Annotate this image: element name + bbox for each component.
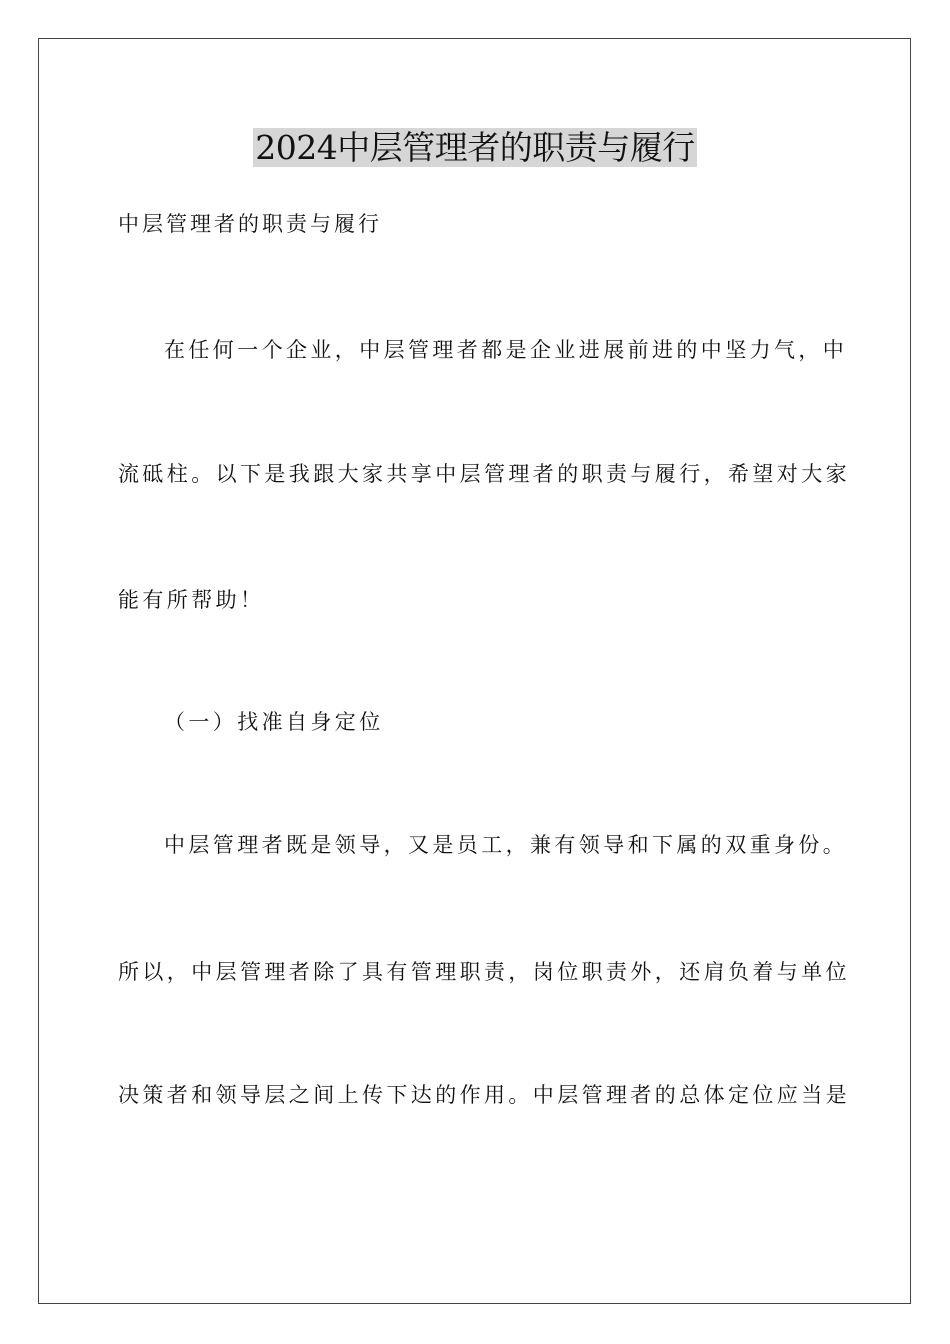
paragraph-line: 中层管理者既是领导，又是员工，兼有领导和下属的双重身份。 (164, 833, 848, 857)
subtitle-line: 中层管理者的职责与履行 (118, 212, 382, 236)
title-text: 2024中层管理者的职责与履行 (255, 128, 695, 167)
paragraph-line: 能有所帮助！ (118, 588, 265, 612)
paragraph-line: 决策者和领导层之间上传下达的作用。中层管理者的总体定位应当是 (118, 1083, 850, 1107)
paragraph-line: 流砥柱。以下是我跟大家共享中层管理者的职责与履行，希望对大家 (118, 462, 850, 486)
paragraph-line: 在任何一个企业，中层管理者都是企业进展前进的中坚力气，中 (164, 338, 848, 362)
paragraph-line: 所以，中层管理者除了具有管理职责，岗位职责外，还肩负着与单位 (118, 960, 850, 984)
section-heading: （一）找准自身定位 (164, 710, 384, 734)
document-title (0, 124, 950, 172)
